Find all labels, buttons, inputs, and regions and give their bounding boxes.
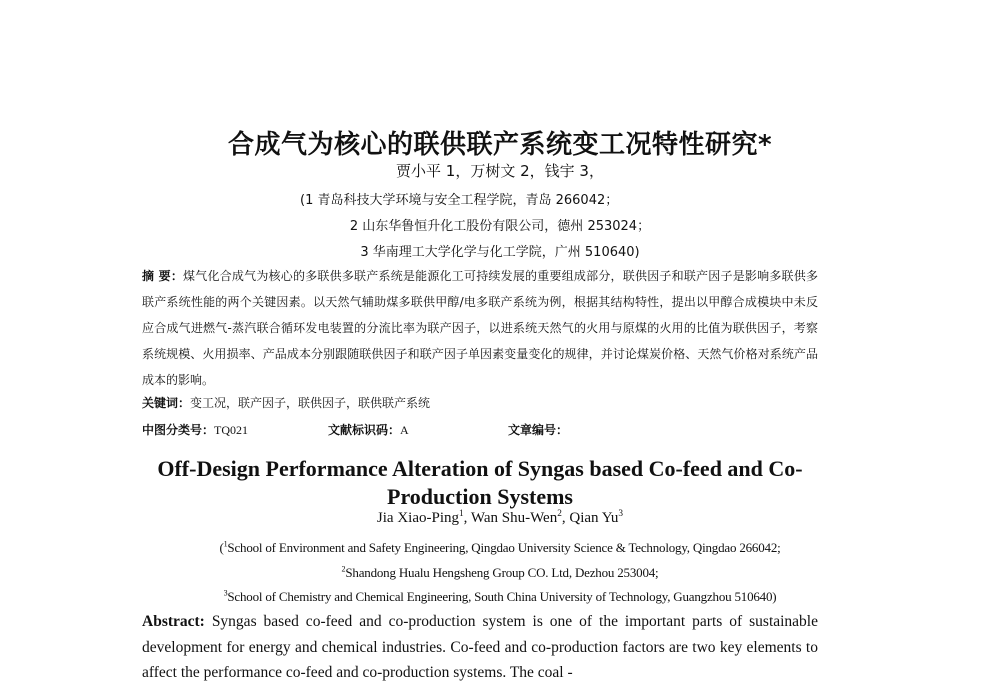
- author-en: Jia Xiao-Ping$^1$,: [376, 509, 471, 526]
- keywords-cn-text: 变工况，联产因子，联供因子，联供联产系统: [190, 396, 431, 410]
- article-number: [508, 421, 568, 438]
- abstract-en-label: Abstract:: [142, 613, 205, 630]
- abstract-cn-text: 煤气化合成气为核心的多联供多联产系统是能源化工可持续发展的重要组成部分，联供因子和联产因子是影响多联供多联产系统性能的两个关键因素。以天然气辅助煤多联供甲醇/电多联产系统为例，根据其结构特性，提出以甲醇合成模块中未反应合成气进燃气-蒸汽联合循环发电装置的分流比率为联产因子，以进系统天然气的火用与原煤的火用的比值为联供因子，考察系统规模、火用损率、产品成本分别跟随联供因子和联产因子单因素变量变化的规律，并讨论煤炭价格、天然气价格对系统产品成本的影响。: [142, 269, 818, 387]
- authors-en: [0, 510, 1000, 527]
- document-code-label: 文献标识码：: [328, 423, 401, 437]
- paper-title-en: Off-Design Performance Alteration of Syngas based Co-feed and Co-Production Systems: [157, 456, 803, 509]
- abstract-cn: [142, 263, 818, 393]
- document-code: [328, 421, 409, 438]
- keywords-cn-label: 关键词：: [142, 396, 191, 410]
- clc-value: TQ021: [214, 423, 249, 437]
- abstract-en-text: Syngas based co-feed and co-production system is one of the important parts of sustainable development for energy and chemical industries. Co-feed and co-production factors are two key elements to affect the performance co-feed and co-production systems. The coal -: [142, 613, 818, 681]
- author-en: Qian Yu$^3$: [569, 509, 624, 526]
- abstract-en: [142, 609, 818, 686]
- clc-label: 中图分类号：: [142, 423, 215, 437]
- author-en: Wan Shu-Wen$^2$,: [470, 509, 570, 526]
- affiliation-cn-1: (1 青岛科技大学环境与安全工程学院，青岛 266042；: [300, 193, 619, 208]
- affiliation-cn-2: 2 山东华鲁恒升化工股份有限公司，德州 253024；: [349, 219, 651, 234]
- affiliation-en-3: $^3$School of Chemistry and Chemical Engineering, South China University of Technology, Guangzhou 510640): [223, 588, 777, 604]
- abstract-cn-label: 摘 要：: [142, 269, 184, 283]
- clc-number: [142, 421, 248, 438]
- affiliation-en-2: $^2$Shandong Hualu Hengsheng Group CO. Ltd, Dezhou 253004;: [341, 564, 659, 580]
- affiliation-en-1: ($^1$School of Environment and Safety Engineering, Qingdao University Science & Technology, Qingdao 266042;: [219, 539, 781, 555]
- affiliation-cn-3: 3 华南理工大学化学与化工学院，广州 510640): [360, 245, 640, 260]
- document-code-value: A: [400, 423, 409, 437]
- keywords-cn: [142, 394, 430, 411]
- authors-cn: 贾小平 1，万树文 2，钱宇 3，: [396, 162, 604, 180]
- paper-title-cn: 合成气为核心的联供联产系统变工况特性研究*: [227, 130, 773, 160]
- article-number-label: 文章编号：: [508, 423, 569, 437]
